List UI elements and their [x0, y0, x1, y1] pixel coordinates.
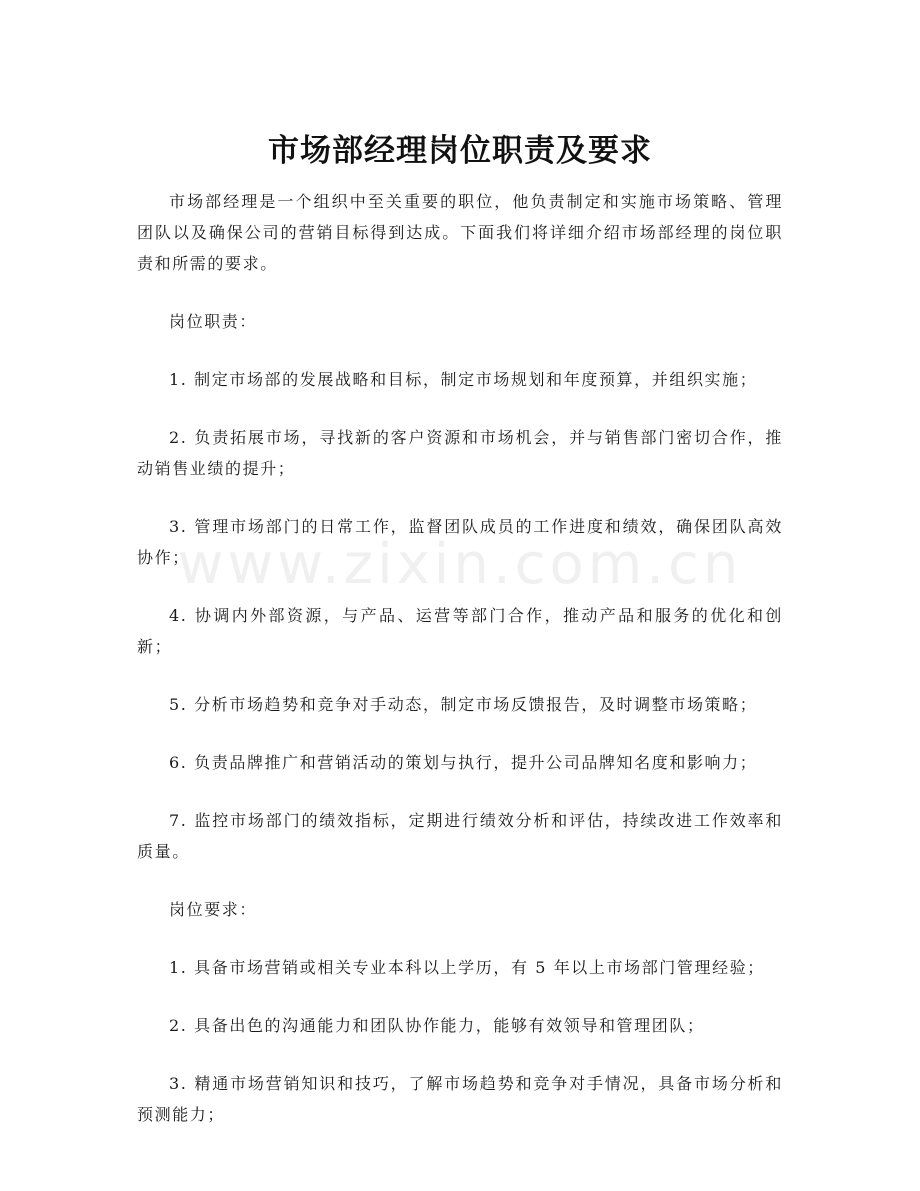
responsibility-item: 5. 分析市场趋势和竞争对手动态，制定市场反馈报告，及时调整市场策略； [169, 695, 758, 714]
responsibility-item: 7. 监控市场部门的绩效指标，定期进行绩效分析和评估，持续改进工作效率和质量。 [137, 811, 783, 861]
document-title: 市场部经理岗位职责及要求 [268, 132, 652, 169]
responsibility-item: 3. 管理市场部门的日常工作，监督团队成员的工作进度和绩效，确保团队高效协作； [137, 517, 783, 567]
watermark: www.zixin.com.cn [177, 532, 743, 597]
responsibility-item: 2. 负责拓展市场，寻找新的客户资源和市场机会，并与销售部门密切合作，推动销售业绩的提升； [137, 428, 783, 478]
responsibility-item: 4. 协调内外部资源，与产品、运营等部门合作，推动产品和服务的优化和创新； [137, 606, 783, 656]
requirement-item: 1. 具备市场营销或相关专业本科以上学历，有 5 年以上市场部门管理经验； [169, 958, 765, 977]
intro-paragraph: 市场部经理是一个组织中至关重要的职位，他负责制定和实施市场策略、管理团队以及确保公司的营销目标得到达成。下面我们将详细介绍市场部经理的岗位职责和所需的要求。 [137, 192, 783, 273]
responsibilities-heading: 岗位职责： [169, 312, 258, 331]
document-body [137, 186, 783, 1157]
responsibility-item: 1. 制定市场部的发展战略和目标，制定市场规划和年度预算，并组织实施； [169, 370, 758, 389]
requirement-item: 2. 具备出色的沟通能力和团队协作能力，能够有效领导和管理团队； [169, 1016, 705, 1035]
requirements-heading: 岗位要求： [169, 900, 258, 919]
requirement-item: 3. 精通市场营销知识和技巧，了解市场趋势和竞争对手情况，具备市场分析和预测能力； [137, 1074, 783, 1124]
responsibility-item: 6. 负责品牌推广和营销活动的策划与执行，提升公司品牌知名度和影响力； [169, 753, 758, 772]
